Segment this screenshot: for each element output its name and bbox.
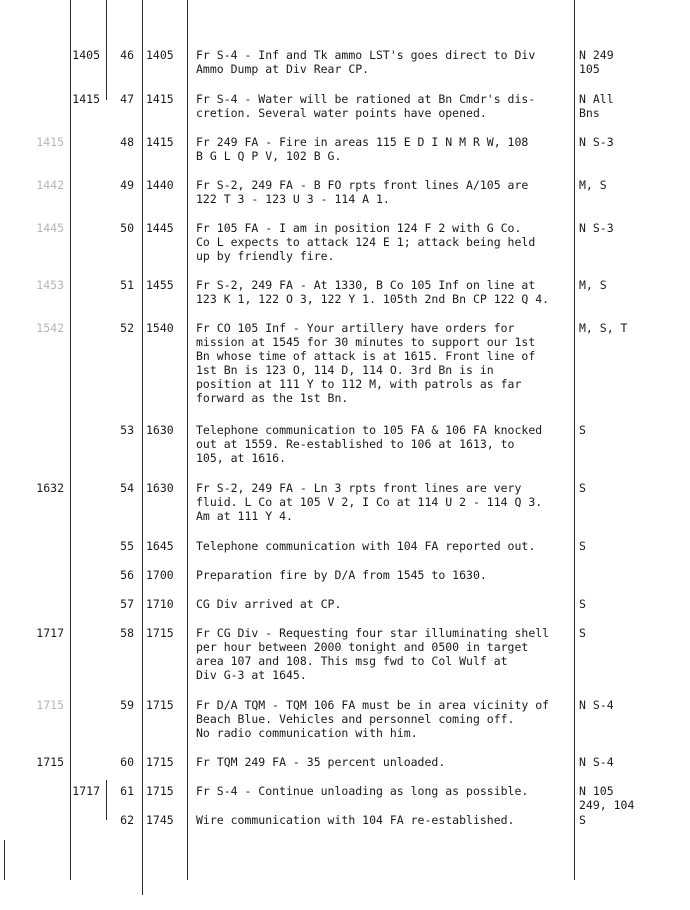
disposition-cell: S	[579, 597, 586, 611]
time-in-cell: 1632	[36, 481, 64, 495]
serial-number-cell: 46	[120, 48, 134, 62]
disposition-cell: N S-4	[579, 755, 614, 769]
time-in-cell: 1442	[36, 178, 64, 192]
time-cell: 1715	[146, 755, 174, 769]
time-cell: 1630	[146, 481, 174, 495]
time-cell: 1405	[146, 48, 174, 62]
serial-number-cell: 52	[120, 321, 134, 335]
message-cell: CG Div arrived at CP.	[196, 597, 342, 611]
time-cell: 1445	[146, 221, 174, 235]
disposition-cell: S	[579, 423, 586, 437]
message-cell: Fr S-2, 249 FA - B FO rpts front lines A/105 are 122 T 3 - 123 U 3 - 114 A 1.	[196, 178, 529, 206]
serial-number-cell: 53	[120, 423, 134, 437]
serial-number-cell: 62	[120, 813, 134, 827]
disposition-cell: M, S	[579, 278, 607, 292]
disposition-cell: N S-3	[579, 221, 614, 235]
serial-number-cell: 58	[120, 626, 134, 640]
serial-number-cell: 49	[120, 178, 134, 192]
serial-number-cell: 59	[120, 698, 134, 712]
serial-number-cell: 61	[120, 784, 134, 798]
time-in-cell: 1415	[36, 135, 64, 149]
message-cell: Telephone communication to 105 FA & 106 FA knocked out at 1559. Re-established to 106 at 1613, to 105, at 1616.	[196, 423, 543, 465]
time-in-cell: 1717	[36, 626, 64, 640]
time-in-cell: 1715	[36, 698, 64, 712]
message-cell: Fr S-2, 249 FA - Ln 3 rpts front lines are very fluid. L Co at 105 V 2, I Co at 114 U 2 - 114 Q 3. Am at 111 Y 4.	[196, 481, 543, 523]
message-cell: Preparation fire by D/A from 1545 to 1630.	[196, 568, 487, 582]
time-received-cell: 1415	[72, 92, 100, 106]
message-cell: Fr S-4 - Continue unloading as long as possible.	[196, 784, 529, 798]
serial-number-cell: 51	[120, 278, 134, 292]
column-rule-4	[187, 0, 188, 880]
disposition-cell: N S-4	[579, 698, 614, 712]
disposition-cell: S	[579, 626, 586, 640]
time-in-cell: 1715	[36, 755, 64, 769]
message-cell: Telephone communication with 104 FA reported out.	[196, 539, 536, 553]
disposition-cell: S	[579, 539, 586, 553]
serial-number-cell: 48	[120, 135, 134, 149]
left-edge-mark	[4, 840, 5, 880]
time-cell: 1715	[146, 784, 174, 798]
message-cell: Fr CO 105 Inf - Your artillery have orders for mission at 1545 for 30 minutes to support our 1st Bn whose time of attack is at 1615. Front line of 1st Bn is 123 O, 114 D, 114 O. 3rd Bn is in position at 111 Y to 112 M, with patrols as far forward as the 1st Bn.	[196, 321, 536, 405]
column-rule-1	[70, 0, 71, 880]
message-cell: Fr S-4 - Water will be rationed at Bn Cmdr's dis- cretion. Several water points have opened.	[196, 92, 536, 120]
serial-number-cell: 60	[120, 755, 134, 769]
message-cell: Fr S-2, 249 FA - At 1330, B Co 105 Inf on line at 123 K 1, 122 O 3, 122 Y 1. 105th 2nd Bn CP 122 Q 4.	[196, 278, 550, 306]
column-rule-3	[142, 0, 143, 895]
message-cell: Fr CG Div - Requesting four star illuminating shell per hour between 2000 tonight and 0500 in target area 107 and 108. This msg fwd to Col Wulf at Div G-3 at 1645.	[196, 626, 550, 682]
serial-number-cell: 56	[120, 568, 134, 582]
disposition-cell: M, S	[579, 178, 607, 192]
time-in-cell: 1453	[36, 278, 64, 292]
disposition-cell: N S-3	[579, 135, 614, 149]
serial-number-cell: 54	[120, 481, 134, 495]
time-received-cell: 1717	[72, 784, 100, 798]
message-cell: Wire communication with 104 FA re-established.	[196, 813, 515, 827]
time-cell: 1415	[146, 92, 174, 106]
time-cell: 1715	[146, 698, 174, 712]
serial-number-cell: 57	[120, 597, 134, 611]
time-received-cell: 1405	[72, 48, 100, 62]
disposition-cell: M, S, T	[579, 321, 628, 335]
time-cell: 1645	[146, 539, 174, 553]
message-cell: Fr TQM 249 FA - 35 percent unloaded.	[196, 755, 446, 769]
time-cell: 1745	[146, 813, 174, 827]
time-cell: 1440	[146, 178, 174, 192]
time-cell: 1715	[146, 626, 174, 640]
disposition-cell: N All Bns	[579, 92, 614, 120]
disposition-cell: N 249 105	[579, 48, 614, 76]
message-cell: Fr D/A TQM - TQM 106 FA must be in area vicinity of Beach Blue. Vehicles and personnel coming off. No radio communication with him.	[196, 698, 550, 740]
message-cell: Fr S-4 - Inf and Tk ammo LST's goes direct to Div Ammo Dump at Div Rear CP.	[196, 48, 536, 76]
column-rule-5	[574, 0, 575, 880]
serial-number-cell: 47	[120, 92, 134, 106]
time-cell: 1710	[146, 597, 174, 611]
time-cell: 1540	[146, 321, 174, 335]
disposition-cell: S	[579, 481, 586, 495]
message-cell: Fr 249 FA - Fire in areas 115 E D I N M R W, 108 B G L Q P V, 102 B G.	[196, 135, 529, 163]
message-cell: Fr 105 FA - I am in position 124 F 2 with G Co. Co L expects to attack 124 E 1; attack being held up by friendly fire.	[196, 221, 536, 263]
time-cell: 1630	[146, 423, 174, 437]
disposition-cell: S	[579, 813, 586, 827]
time-cell: 1415	[146, 135, 174, 149]
time-cell: 1700	[146, 568, 174, 582]
time-in-cell: 1445	[36, 221, 64, 235]
serial-number-cell: 55	[120, 539, 134, 553]
disposition-cell: N 105 249, 104	[579, 784, 635, 812]
serial-number-cell: 50	[120, 221, 134, 235]
time-cell: 1455	[146, 278, 174, 292]
time-in-cell: 1542	[36, 321, 64, 335]
